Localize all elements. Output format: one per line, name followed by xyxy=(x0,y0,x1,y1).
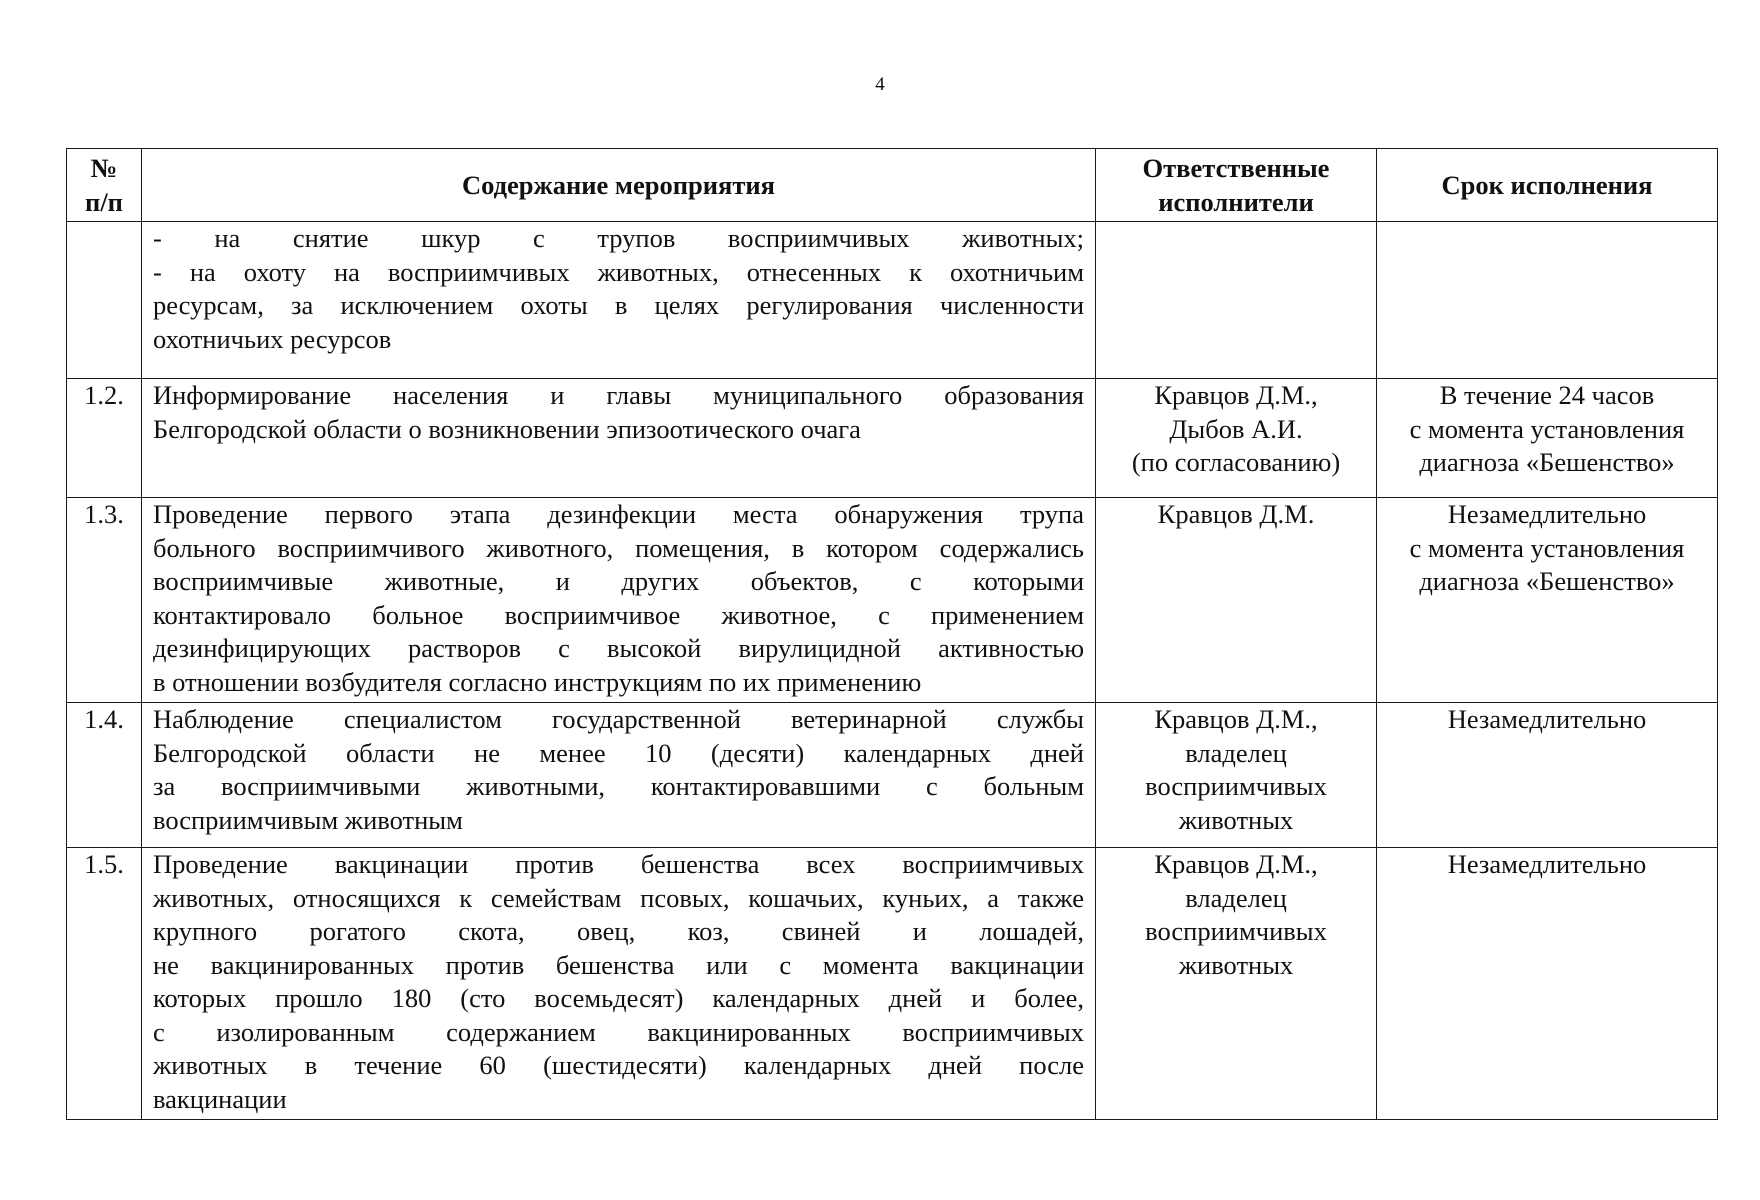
content-line: контактировало больное восприимчивое животное, с применением xyxy=(153,599,1084,630)
responsible-line: Дыбов А.И. xyxy=(1169,413,1303,444)
row-number: 1.3. xyxy=(67,498,142,703)
content-line: восприимчивым животным xyxy=(153,804,463,835)
table-row xyxy=(67,222,1718,379)
header-num-line: п/п xyxy=(85,187,123,217)
content-line: за восприимчивыми животными, контактировавшими с больным xyxy=(153,771,1084,801)
responsible-line: животных xyxy=(1178,949,1294,980)
header-responsible xyxy=(1096,149,1377,222)
deadline-line: В течение 24 часов xyxy=(1439,380,1655,410)
header-deadline: Срок исполнения xyxy=(1377,149,1718,222)
row-responsible xyxy=(1096,379,1377,498)
content-line: Проведение вакцинации против бешенства всех восприимчивых xyxy=(153,849,1084,879)
responsible-line: Кравцов Д.М., xyxy=(1154,704,1318,734)
content-line: охотничьих ресурсов xyxy=(153,323,392,354)
table-row xyxy=(67,848,1718,1120)
content-line: животных в течение 60 (шестидесяти) календарных дней после xyxy=(153,1050,1084,1080)
table-row xyxy=(67,379,1718,498)
header-num-line: № xyxy=(90,153,118,183)
row-number xyxy=(67,222,142,379)
responsible-line: владелец xyxy=(1185,737,1287,768)
deadline-line: Незамедлительно xyxy=(1447,849,1647,879)
content-line: дезинфицирующих растворов с высокой вирулицидной активностью xyxy=(153,633,1084,663)
responsible-line: животных xyxy=(1178,804,1294,835)
row-responsible xyxy=(1096,498,1377,703)
responsible-line: Кравцов Д.М., xyxy=(1154,849,1318,879)
content-line: с изолированным содержанием вакцинированных восприимчивых xyxy=(153,1016,1084,1047)
row-number: 1.4. xyxy=(67,703,142,848)
header-responsible-line: исполнители xyxy=(1158,187,1314,217)
content-line: восприимчивые животные, и других объектов, с которыми xyxy=(153,566,1084,596)
deadline-line: с момента установления xyxy=(1409,413,1685,444)
table-row xyxy=(67,498,1718,703)
table-body xyxy=(67,222,1718,1120)
content-line: крупного рогатого скота, овец, коз, свиней и лошадей, xyxy=(153,916,1084,946)
responsible-line: восприимчивых xyxy=(1145,771,1327,801)
content-line: животных, относящихся к семействам псовых, кошачьих, куньих, а также xyxy=(153,882,1084,913)
row-content xyxy=(142,848,1096,1120)
content-line: вакцинации xyxy=(153,1083,287,1114)
row-deadline xyxy=(1377,848,1718,1120)
page-number: 4 xyxy=(875,74,885,95)
measures-table xyxy=(66,148,1718,1120)
row-content xyxy=(142,222,1096,379)
deadline-line: Незамедлительно xyxy=(1447,704,1647,734)
row-responsible xyxy=(1096,222,1377,379)
row-responsible xyxy=(1096,703,1377,848)
row-responsible xyxy=(1096,848,1377,1120)
content-line: Наблюдение специалистом государственной ветеринарной службы xyxy=(153,704,1084,734)
row-deadline xyxy=(1377,703,1718,848)
content-line: Белгородской области о возникновении эпизоотического очага xyxy=(153,413,861,444)
content-line: которых прошло 180 (сто восемьдесят) календарных дней и более, xyxy=(153,983,1084,1013)
responsible-line: восприимчивых xyxy=(1145,916,1327,946)
row-content xyxy=(142,498,1096,703)
row-content xyxy=(142,379,1096,498)
responsible-line: Кравцов Д.М. xyxy=(1157,499,1315,529)
deadline-line: с момента установления xyxy=(1409,532,1685,563)
responsible-line: владелец xyxy=(1185,882,1287,913)
table-header-row xyxy=(67,149,1718,222)
content-line: больного восприимчивого животного, помещения, в котором содержались xyxy=(153,532,1084,563)
responsible-line: (по согласованию) xyxy=(1131,447,1341,477)
deadline-line: диагноза «Бешенство» xyxy=(1419,566,1675,596)
deadline-line: Незамедлительно xyxy=(1447,499,1647,529)
row-deadline xyxy=(1377,498,1718,703)
content-line: Проведение первого этапа дезинфекции места обнаружения трупа xyxy=(153,499,1084,529)
header-content: Содержание мероприятия xyxy=(142,149,1096,222)
header-num xyxy=(67,149,142,222)
row-deadline xyxy=(1377,222,1718,379)
responsible-line: Кравцов Д.М., xyxy=(1154,380,1318,410)
content-line: не вакцинированных против бешенства или с момента вакцинации xyxy=(153,949,1084,980)
row-number: 1.5. xyxy=(67,848,142,1120)
content-line: Белгородской области не менее 10 (десяти) календарных дней xyxy=(153,737,1084,768)
content-line: Информирование населения и главы муниципального образования xyxy=(153,380,1084,410)
content-line: - на охоту на восприимчивых животных, отнесенных к охотничьим xyxy=(153,256,1084,287)
row-content xyxy=(142,703,1096,848)
deadline-line: диагноза «Бешенство» xyxy=(1419,447,1675,477)
content-line: - на снятие шкур с трупов восприимчивых животных; xyxy=(153,223,1084,253)
row-number: 1.2. xyxy=(67,379,142,498)
row-deadline xyxy=(1377,379,1718,498)
content-line: ресурсам, за исключением охоты в целях регулирования численности xyxy=(153,290,1084,320)
content-line: в отношении возбудителя согласно инструкциям по их применению xyxy=(153,666,922,697)
header-responsible-line: Ответственные xyxy=(1142,153,1330,183)
table-row xyxy=(67,703,1718,848)
